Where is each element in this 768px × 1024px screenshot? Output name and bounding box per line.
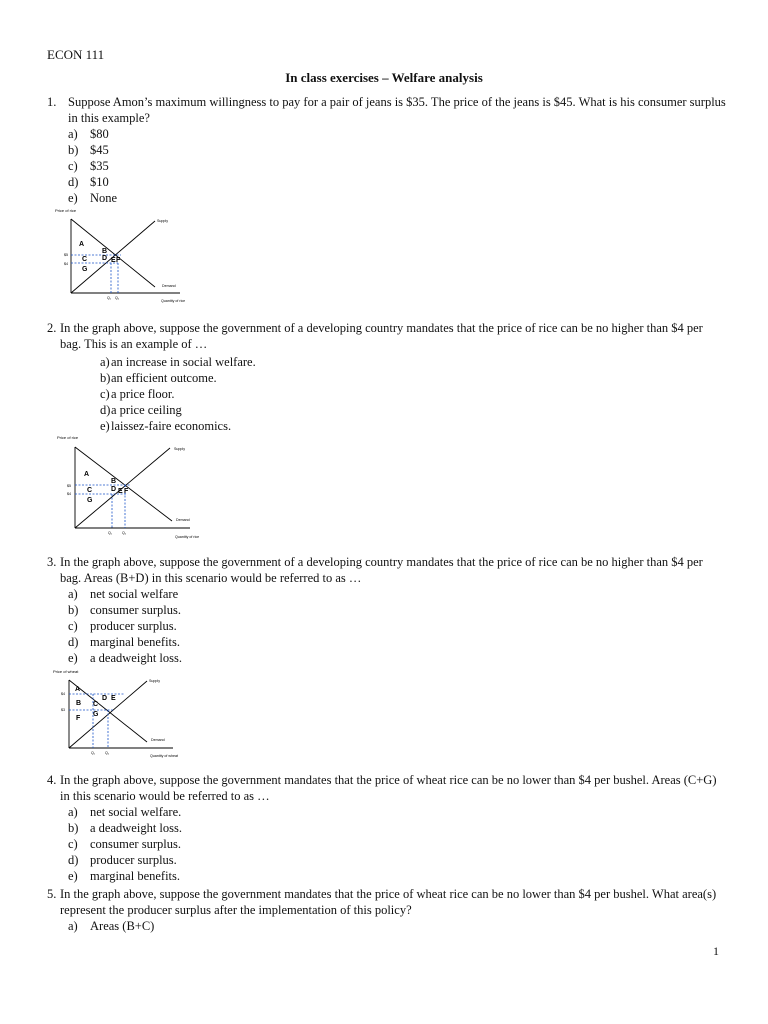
area-label-c: C — [87, 487, 93, 494]
price-tick-high: $5 — [67, 484, 71, 488]
question-text: In the graph above, suppose the government mandates that the price of wheat rice can be no lower than $4 per bushel. What area(s) represent the producer surplus after the implementation of this policy? — [60, 887, 717, 917]
quantity-tick-1: Q₁ — [107, 296, 112, 300]
question-number: 5. — [47, 887, 57, 901]
question-text: In the graph above, suppose the government of a developing country mandates that the price of rice can be no higher than $4 per bag. Areas (B+D) in this scenario would be referred to as … — [60, 555, 703, 585]
area-label-f: F — [116, 257, 121, 264]
question-1 — [47, 94, 727, 126]
price-tick-low: $4 — [64, 262, 68, 266]
x-axis-label: Quantity of rice — [175, 535, 200, 539]
course-code: ECON 111 — [47, 47, 105, 62]
x-axis-label: Quantity of wheat — [150, 754, 178, 758]
y-axis-label: Price of rice — [55, 208, 77, 213]
demand-label: Demand — [176, 518, 190, 522]
area-label-d: D — [102, 695, 108, 702]
area-label-g: G — [87, 497, 93, 504]
supply-label: Supply — [149, 679, 160, 683]
quantity-tick-1: Q₁ — [108, 531, 113, 535]
x-axis-label: Quantity of rice — [161, 299, 186, 303]
quantity-tick-2: Q₂ — [115, 296, 120, 300]
page-title: In class exercises – Welfare analysis — [285, 70, 483, 85]
area-label-e: E — [111, 695, 116, 702]
supply-label: Supply — [174, 447, 185, 451]
question-number: 4. — [47, 773, 57, 787]
area-label-b: B — [76, 700, 82, 707]
area-label-f: F — [124, 488, 129, 495]
question-text: Suppose Amon’s maximum willingness to pay for a pair of jeans is $35. The price of the jeans is $45. What is his consumer surplus in this example? — [68, 95, 726, 125]
area-label-a: A — [84, 471, 90, 478]
quantity-tick-2: Q₂ — [122, 531, 127, 535]
quantity-tick-1: Q₁ — [91, 751, 96, 755]
question-5 — [47, 886, 727, 918]
question-number: 1. — [47, 95, 57, 109]
supply-label: Supply — [157, 219, 168, 223]
price-tick-high: $5 — [64, 253, 68, 257]
area-label-a: A — [79, 241, 85, 248]
page-number: 1 — [713, 944, 719, 958]
area-label-d: D — [111, 486, 117, 493]
supply-demand-graph-2 — [52, 433, 212, 541]
demand-curve — [71, 219, 155, 287]
question-number: 3. — [47, 555, 57, 569]
demand-label: Demand — [162, 284, 176, 288]
question-4 — [47, 772, 727, 804]
area-label-e: E — [118, 488, 123, 495]
y-axis-label: Price of wheat — [53, 669, 79, 674]
demand-label: Demand — [151, 738, 165, 742]
area-label-f: F — [76, 715, 81, 722]
question-3 — [47, 554, 727, 586]
area-label-b: B — [111, 478, 117, 485]
area-label-c: C — [93, 701, 99, 708]
price-tick-high: $4 — [61, 692, 65, 696]
area-label-c: C — [82, 256, 88, 263]
supply-demand-graph-3 — [48, 668, 198, 768]
question-number: 2. — [47, 321, 57, 335]
question-2 — [47, 320, 727, 352]
area-label-a: A — [75, 686, 81, 693]
area-label-e: E — [111, 257, 116, 264]
question-text: In the graph above, suppose the government of a developing country mandates that the price of rice can be no higher than $4 per bag. This is an example of … — [60, 321, 703, 351]
question-text: In the graph above, suppose the government mandates that the price of wheat rice can be no lower than $4 per bushel. Areas (C+G) in this scenario would be referred to as … — [60, 773, 717, 803]
area-label-b: B — [102, 248, 108, 255]
quantity-tick-2: Q₂ — [105, 751, 110, 755]
area-label-g: G — [93, 711, 99, 718]
y-axis-label: Price of rice — [57, 435, 79, 440]
area-label-d: D — [102, 255, 108, 262]
area-label-g: G — [82, 266, 88, 273]
supply-demand-graph-1 — [50, 207, 200, 305]
price-tick-low: $3 — [61, 708, 65, 712]
price-tick-low: $4 — [67, 492, 71, 496]
